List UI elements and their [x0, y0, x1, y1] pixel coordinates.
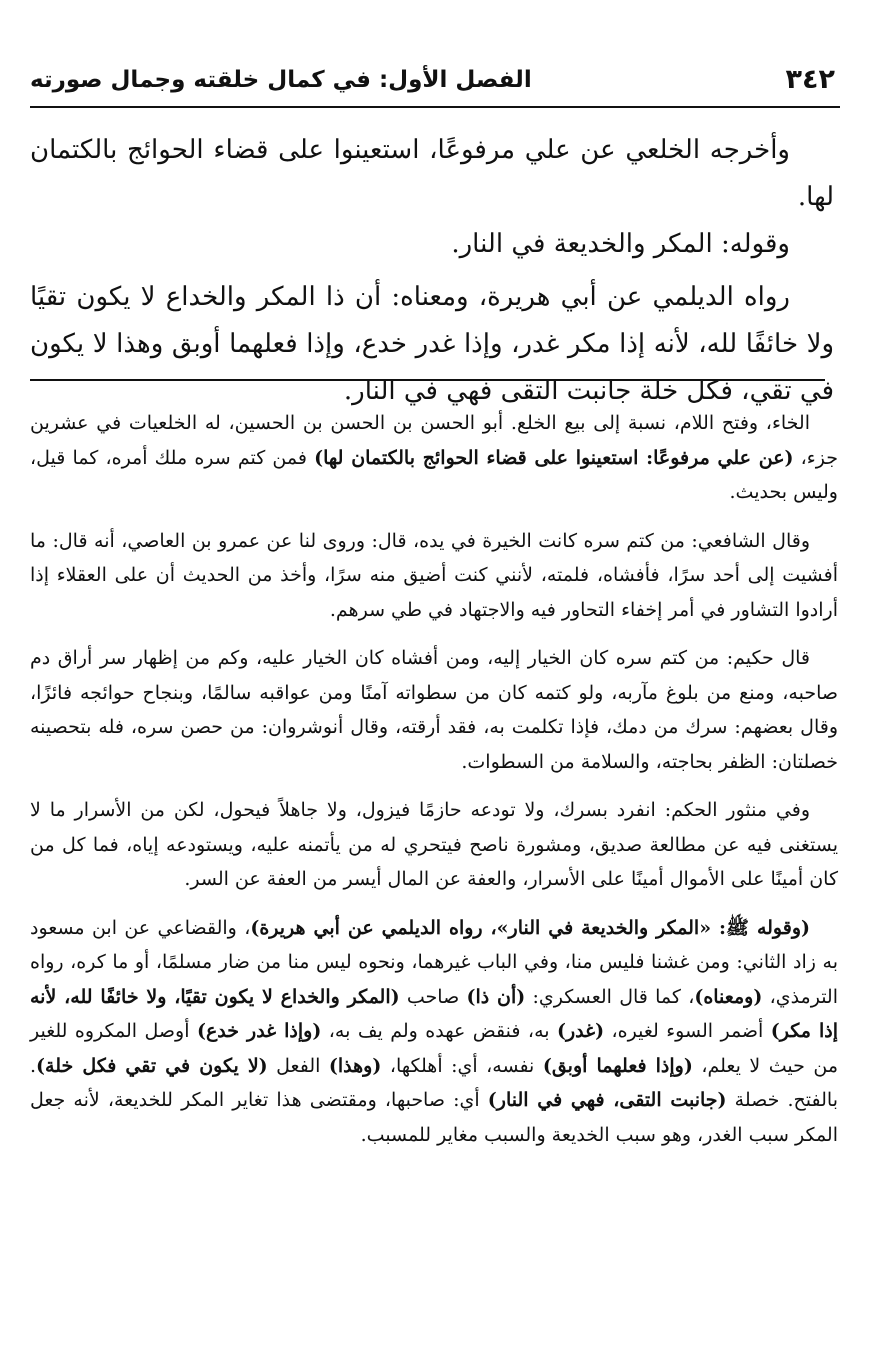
commentary-quote: (جانبت التقى، فهي في النار) [487, 1089, 727, 1111]
main-paragraph-3: رواه الديلمي عن أبي هريرة، ومعناه: أن ذا المكر والخداع لا يكون تقيًا ولا خائفًا لله، لأنه إذا مكر غدر، وإذا غدر خدع، وإذا فعلهما أوبق وهذا لا يكون في تقي، فكل خلة جانبت التقى فهي في النار. [30, 282, 834, 406]
commentary-quote: (وقوله ﷺ: «المكر والخديعة في النار»، رواه الديلمي عن أبي هريرة) [250, 916, 810, 939]
commentary-quote: (عن علي مرفوعًا: استعينوا على قضاء الحوائج بالكتمان لها) [314, 446, 794, 469]
commentary-quote: (غدر) [557, 1020, 605, 1042]
commentary-text-run: أي: صاحبها، ومقتضى هذا تغاير المكر للخديعة، لأنه جعل المكر سبب الغدر، وهو سبب الخديعة والسبب مغاير للمسبب. [30, 1089, 838, 1146]
commentary-text [30, 406, 838, 1152]
page-header [30, 62, 835, 106]
commentary-quote: (المكر والخداع لا يكون تقيًا، ولا خائفًا لله، لأنه إذا مكر) [30, 985, 838, 1042]
commentary-paragraph-1 [30, 406, 838, 510]
commentary-paragraph-3: قال حكيم: من كتم سره كان الخيار إليه، ومن أفشاه كان الخيار عليه، وكم من إظهار سر أراق دم صاحبه، ومنع من بلوغ مآربه، ولو كتمه كان من سطواته آمنًا ومن عواقبه سالمًا، وبنجاح حوائجه فائزًا، وقال بعضهم: سرك من دمك، فإذا تكلمت به، فقد أرقته، وقال أنوشروان: من حصن سره، فله بتحصينه خصلتان: الظفر بحاجته، والسلامة من السطوات. [30, 647, 838, 773]
main-text [30, 127, 834, 415]
commentary-text-run: ، والقضاعي عن ابن مسعود به زاد الثاني: ومن غشنا فليس منا، وفي الباب غيرهما، ونحوه ليس منا من ضار مسلمًا، أو ما كره، رواه الترمذي، [30, 916, 839, 1008]
commentary-paragraph-4: وفي منثور الحكم: انفرد بسرك، ولا تودعه حازمًا فيزول، ولا جاهلاً فيحول، لكن من الأسرار ما لا يستغنى فيه عن مطالعة صديق، ومشورة ناصح فيتحري له من يأتمنه عليه، ويستودعه إياه، فما كل من كان أمينًا على الأموال أمينًا على الأسرار، والعفة عن المال أيسر من العفة عن السر. [30, 799, 838, 890]
commentary-text-run: الفعل [267, 1054, 329, 1077]
commentary-text-run: أوصل المكروه للغير من حيث لا يعلم، [30, 1020, 838, 1077]
commentary-text-run: ، كما قال العسكري: [525, 985, 695, 1008]
commentary-quote: (أن ذا) [466, 985, 526, 1008]
commentary-text-run: فمن كتم سره ملك أمره، كما قيل، وليس بحديث. [30, 446, 838, 503]
commentary-text-run: نفسه، أي: أهلكها، [381, 1054, 543, 1077]
commentary-text-run: صاحب [399, 985, 467, 1008]
commentary-paragraph-5 [30, 911, 838, 1153]
page-number: ٣٤٢ [785, 64, 835, 95]
commentary-text-run: أضمر السوء لغيره، [604, 1020, 771, 1042]
commentary-quote: (وإذا فعلهما أوبق) [542, 1054, 693, 1077]
header-rule [30, 106, 840, 108]
commentary-quote: (ومعناه) [694, 985, 763, 1008]
commentary-paragraph-2: وقال الشافعي: من كتم سره كانت الخيرة في يده، قال: وروى لنا عن عمرو بن العاصي، أنه قال: ما أفشيت إلى أحد سرًا، فأفشاه، فلمته، لأنني كنت أضيق منه سرًا، وأخذ من الحديث أن على العقلاء إذا أرادوا التشاور في أمر إخفاء التحاور فيه والاجتهاد في طي سرهم. [30, 529, 838, 621]
commentary-quote: (لا يكون في تقي فكل خلة) [36, 1054, 268, 1077]
main-paragraph-1: وأخرجه الخلعي عن علي مرفوعًا، استعينوا على قضاء الحوائج بالكتمان لها. [30, 135, 834, 212]
commentary-quote: (وهذا) [328, 1054, 382, 1077]
commentary-text-run: الخاء، وفتح اللام، نسبة إلى بيع الخلع. أبو الحسن بن الحسن بن الحسين، له الخلعيات في عشرين جزء، [30, 412, 838, 469]
footnote-divider [30, 379, 825, 381]
commentary-text-run: به، فنقض عهده ولم يف به، [321, 1020, 557, 1042]
commentary-text-run: . بالفتح. خصلة [30, 1054, 839, 1111]
main-paragraph-2: وقوله: المكر والخديعة في النار. [451, 229, 790, 259]
running-title: الفصل الأول: في كمال خلقته وجمال صورته [30, 67, 532, 93]
commentary-quote: (وإذا غدر خدع) [196, 1020, 322, 1042]
